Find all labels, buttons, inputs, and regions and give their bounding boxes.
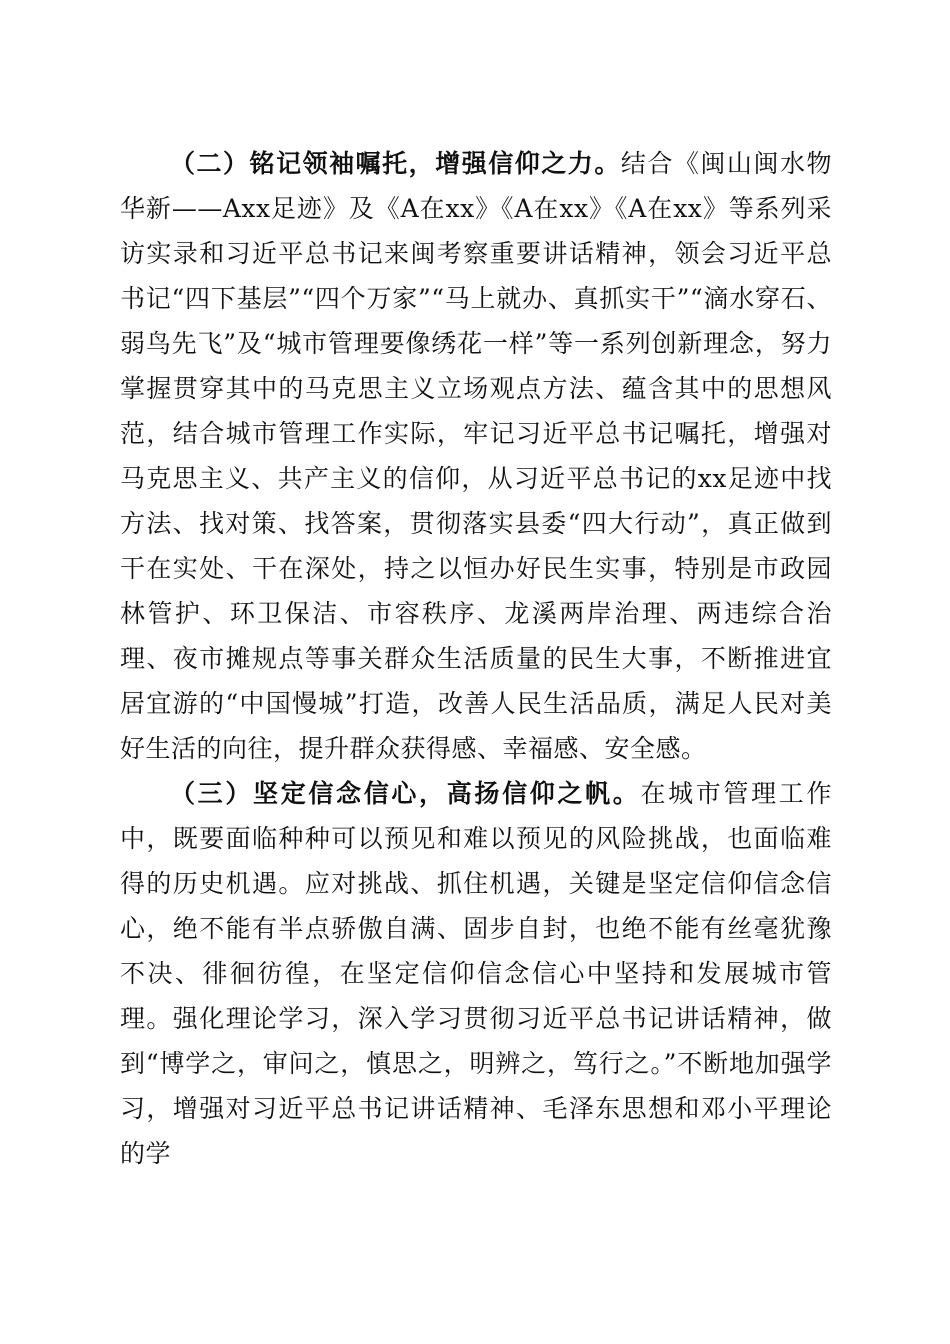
paragraph-2 bbox=[120, 141, 832, 771]
paragraph-3 bbox=[120, 771, 832, 1176]
paragraph-3-heading: （三）坚定信念信心，高扬信仰之帆。 bbox=[170, 779, 641, 808]
paragraph-2-heading: （二）铭记领袖嘱托，增强信仰之力。 bbox=[170, 149, 621, 178]
document-body bbox=[120, 141, 832, 1176]
paragraph-2-text: 结合《闽山闽水物华新——Axx足迹》及《A在xx》《A在xx》《A在xx》等系列采访实录和习近平总书记来闽考察重要讲话精神，领会习近平总书记“四下基层”“四个万家”“马上就办、真抓实干”“滴水穿石、弱鸟先飞”及“城市管理要像绣花一样”等一系列创新理念，努力掌握贯穿其中的马克思主义立场观点方法、蕴含其中的思想风范，结合城市管理工作实际，牢记习近平总书记嘱托，增强对马克思主义、共产主义的信仰，从习近平总书记的xx足迹中找方法、找对策、找答案，贯彻落实县委“四大行动”，真正做到干在实处、干在深处，持之以恒办好民生实事，特别是市政园林管护、环卫保洁、市容秩序、龙溪两岸治理、两违综合治理、夜市摊规点等事关群众生活质量的民生大事，不断推进宜居宜游的“中国慢城”打造，改善人民生活品质，满足人民对美好生活的向往，提升群众获得感、幸福感、安全感。 bbox=[120, 149, 832, 763]
paragraph-3-text: 在城市管理工作中，既要面临种种可以预见和难以预见的风险挑战，也面临难得的历史机遇。应对挑战、抓住机遇，关键是坚定信仰信念信心，绝不能有半点骄傲自满、固步自封，也绝不能有丝毫犹豫不决、徘徊彷徨，在坚定信仰信念信心中坚持和发展城市管理。强化理论学习，深入学习贯彻习近平总书记讲话精神，做到“博学之，审问之，慎思之，明辨之，笃行之。”不断地加强学习，增强对习近平总书记讲话精神、毛泽东思想和邓小平理论的学 bbox=[120, 779, 832, 1168]
